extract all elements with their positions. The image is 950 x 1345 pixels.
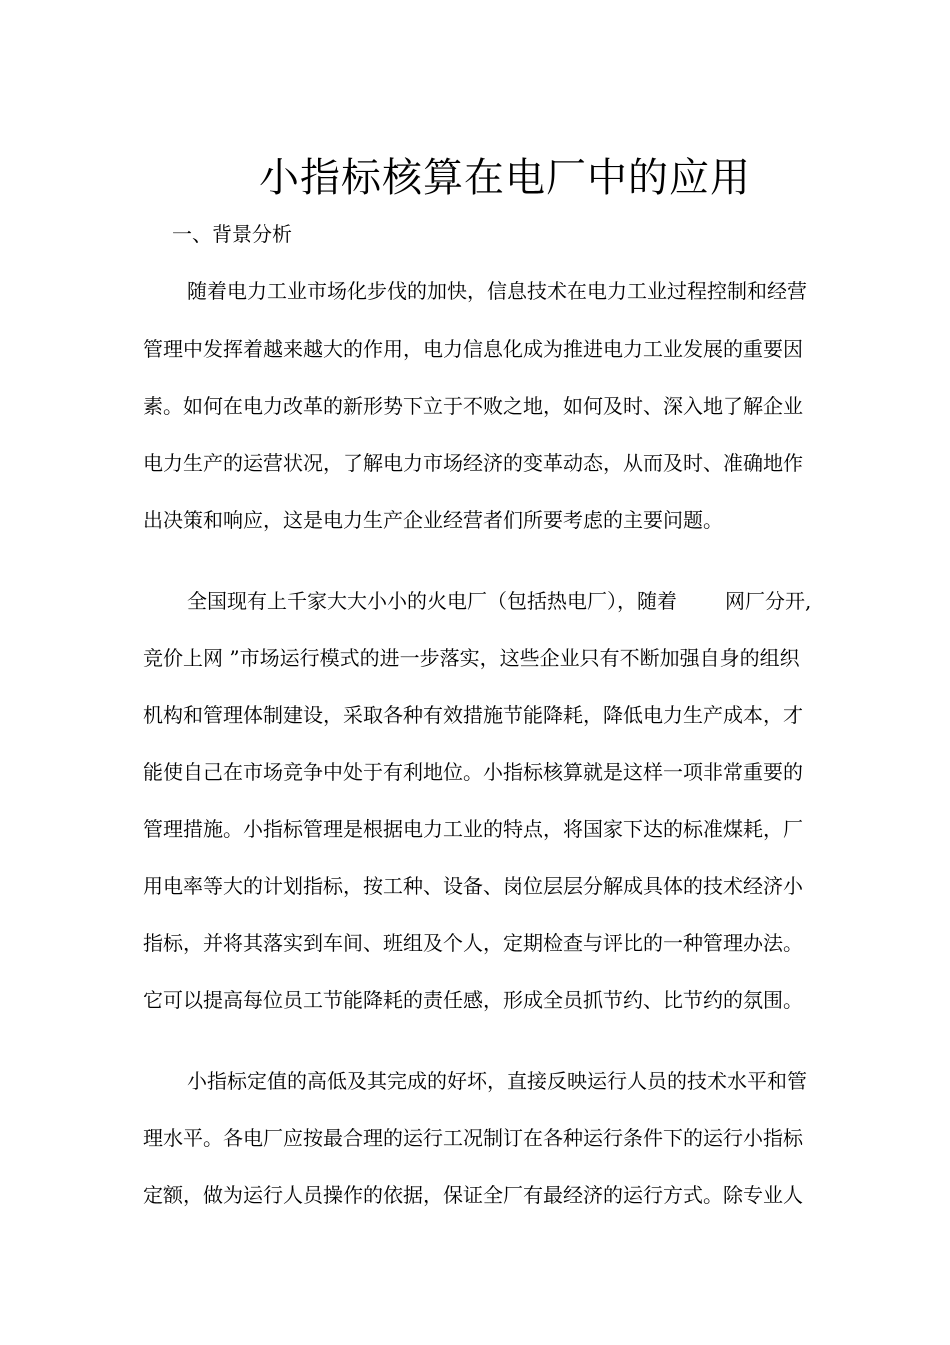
paragraph-2-line-3: 机构和管理体制建设，采取各种有效措施节能降耗，降低电力生产成本，才	[143, 703, 803, 727]
paragraph-2-line-2: 竞价上网 ”市场运行模式的进一步落实，这些企业只有不断加强自身的组织	[143, 646, 800, 670]
paragraph-1-line-1: 随着电力工业市场化步伐的加快，信息技术在电力工业过程控制和经营	[187, 279, 807, 303]
paragraph-1-line-3: 素。如何在电力改革的新形势下立于不败之地，如何及时、深入地了解企业	[143, 394, 803, 418]
paragraph-1-line-5: 出决策和响应，这是电力生产企业经营者们所要考虑的主要问题。	[143, 508, 723, 532]
paragraph-2-line-8: 它可以提高每位员工节能降耗的责任感，形成全员抓节约、比节约的氛围。	[143, 988, 803, 1012]
paragraph-2-line-1	[187, 586, 851, 616]
section-heading: 一、背景分析	[172, 222, 292, 246]
paragraph-3-line-3: 定额，做为运行人员操作的依据，保证全厂有最经济的运行方式。除专业人	[143, 1183, 803, 1207]
paragraph-2-line-5: 管理措施。小指标管理是根据电力工业的特点，将国家下达的标准煤耗，厂	[143, 817, 803, 841]
paragraph-1-line-2: 管理中发挥着越来越大的作用，电力信息化成为推进电力工业发展的重要因	[143, 337, 803, 361]
paragraph-2-line-4: 能使自己在市场竞争中处于有利地位。小指标核算就是这样一项非常重要的	[143, 760, 803, 784]
paragraph-2-line-6: 用电率等大的计划指标，按工种、设备、岗位层层分解成具体的技术经济小	[143, 874, 803, 898]
document-title: 小指标核算在电厂中的应用	[259, 155, 751, 201]
paragraph-2-line-7: 指标，并将其落实到车间、班组及个人，定期检查与评比的一种管理办法。	[143, 931, 803, 955]
paragraph-1-line-4: 电力生产的运营状况，了解电力市场经济的变革动态，从而及时、准确地作	[143, 451, 803, 475]
paragraph-2-line-1-part-b: 网厂分开,	[725, 589, 812, 613]
paragraph-3-line-1: 小指标定值的高低及其完成的好坏，直接反映运行人员的技术水平和管	[187, 1069, 807, 1093]
paragraph-2-line-1-part-a: 全国现有上千家大大小小的火电厂（包括热电厂），随着	[187, 589, 677, 613]
paragraph-3-line-2: 理水平。各电厂应按最合理的运行工况制订在各种运行条件下的运行小指标	[143, 1126, 803, 1150]
